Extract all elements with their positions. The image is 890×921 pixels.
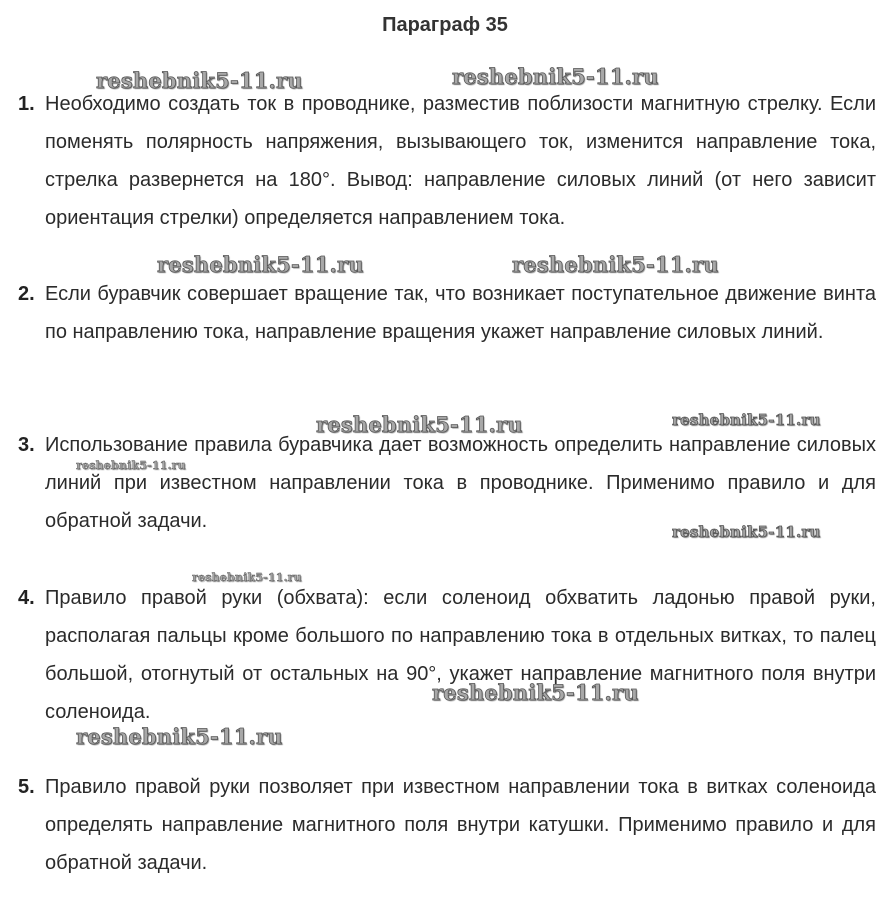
watermark: reshebnik5-11.ru [452, 64, 659, 89]
answer-item-1 [18, 85, 876, 237]
item-number: 3. [18, 434, 35, 456]
item-text: Правило правой руки позволяет при известном направлении тока в витках соленоида определять направление магнитного поля внутри катушки. Применимо правило и для обратной задачи. [45, 776, 876, 874]
item-text: Правило правой руки (обхвата): если соленоид обхватить ладонью правой руки, располагая пальцы кроме большого по направлению тока в отдельных витках, то палец большой, отогнутый от остальных на 90°, укажет направление магнитного поля внутри соленоида. [45, 587, 876, 723]
item-text: Использование правила буравчика дает возможность определить направление силовых линий при известном направлении тока в проводнике. Применимо правило и для обратной задачи. [45, 434, 876, 532]
watermark: reshebnik5-11.ru [512, 252, 719, 277]
watermark: reshebnik5-11.ru [672, 523, 821, 541]
watermark: reshebnik5-11.ru [96, 68, 303, 93]
item-number: 4. [18, 587, 35, 609]
watermark: reshebnik5-11.ru [76, 724, 283, 749]
item-number: 5. [18, 776, 35, 798]
watermark: reshebnik5-11.ru [192, 571, 302, 584]
watermark: reshebnik5-11.ru [432, 680, 639, 705]
item-number: 2. [18, 283, 35, 305]
answer-item-5 [18, 768, 876, 882]
answer-item-4 [18, 579, 876, 731]
answer-item-2 [18, 275, 876, 351]
item-number: 1. [18, 93, 35, 115]
watermark: reshebnik5-11.ru [157, 252, 364, 277]
item-text: Если буравчик совершает вращение так, что возникает поступательное движение винта по направлению тока, направление вращения укажет направление силовых линий. [45, 283, 876, 343]
page-title: Параграф 35 [382, 14, 508, 36]
watermark: reshebnik5-11.ru [672, 411, 821, 429]
watermark: reshebnik5-11.ru [316, 412, 523, 437]
watermark: reshebnik5-11.ru [76, 459, 186, 472]
item-text: Необходимо создать ток в проводнике, разместив поблизости магнитную стрелку. Если поменять полярность напряжения, вызывающего ток, изменится направление тока, стрелка развернется на 180°. Вывод: направление силовых линий (от него зависит ориентация стрелки) определяется направлением тока. [45, 93, 876, 229]
